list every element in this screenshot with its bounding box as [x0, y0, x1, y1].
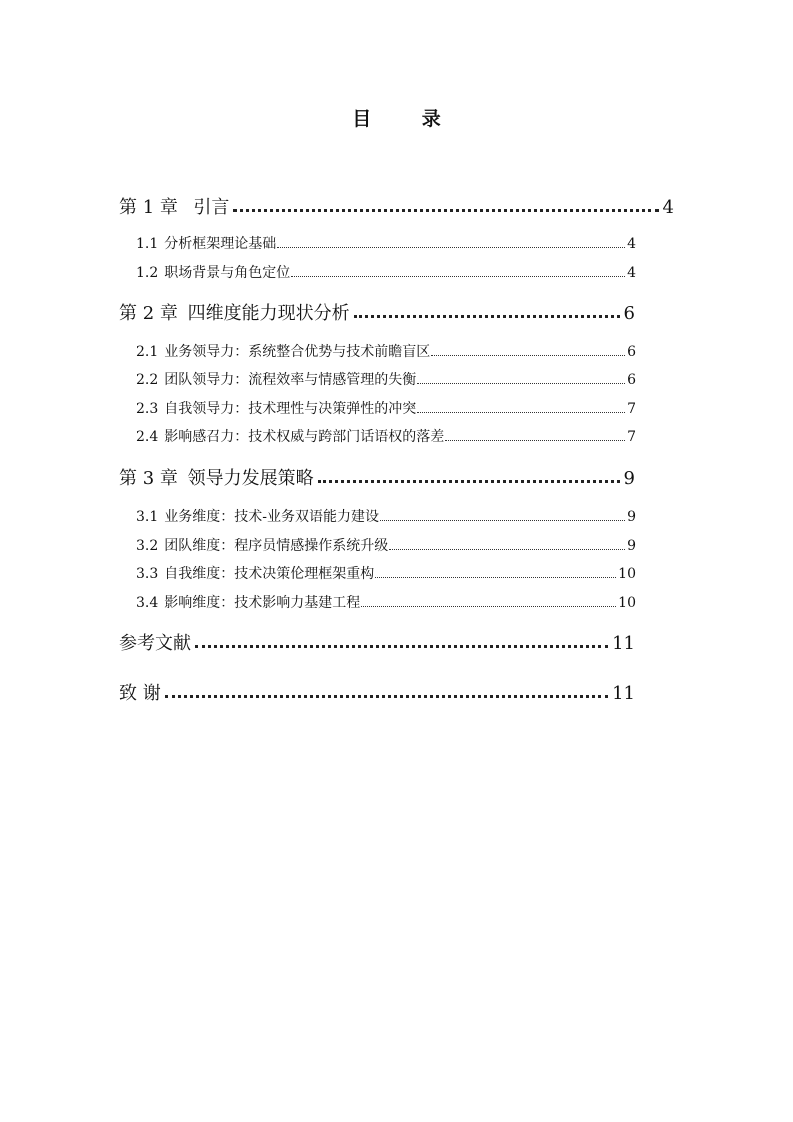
toc-entry-number: 2.1 [136, 344, 159, 360]
dot-leader [318, 480, 620, 483]
toc-section-2-3[interactable] [136, 398, 636, 418]
dot-leader [445, 440, 625, 441]
dot-leader [277, 247, 625, 248]
toc-references[interactable] [119, 629, 635, 655]
dot-leader [417, 383, 625, 384]
dot-leader [389, 549, 625, 550]
toc-entry-text: 业务领导力：系统整合优势与技术前瞻盲区 [164, 344, 431, 360]
dot-leader [417, 412, 625, 413]
toc-page-number: 9 [627, 538, 636, 554]
toc-chapter-3[interactable] [119, 464, 635, 490]
toc-entry-number: 1.2 [136, 265, 159, 281]
toc-entry-text: 团队领导力：流程效率与情感管理的失衡 [164, 372, 417, 388]
toc-entry-label [136, 369, 416, 389]
toc-entry-text: 团队维度：程序员情感操作系统升级 [164, 538, 389, 554]
toc-entry-text: 四维度能力现状分析 [187, 303, 350, 324]
toc-entry-label [136, 535, 388, 555]
toc-entry-number: 第 2 章 [119, 303, 178, 324]
toc-section-1-2[interactable] [136, 262, 636, 282]
toc-page-number: 10 [618, 595, 636, 611]
toc-section-2-2[interactable] [136, 369, 636, 389]
toc-entry-label [136, 506, 379, 526]
toc-entry-label [136, 341, 430, 361]
dot-leader [233, 209, 658, 212]
toc-page-number: 9 [623, 468, 635, 489]
toc-entry-text: 职场背景与角色定位 [164, 265, 291, 281]
toc-entry-number: 3.4 [136, 595, 159, 611]
dot-leader [165, 695, 608, 698]
toc-entry-number: 2.2 [136, 372, 159, 388]
toc-chapter-2[interactable] [119, 299, 635, 325]
toc-entry-label [119, 299, 350, 325]
toc-entry-text: 影响感召力：技术权威与跨部门话语权的落差 [164, 429, 445, 445]
toc-section-2-1[interactable] [136, 341, 636, 361]
toc-entry-number: 3.1 [136, 509, 159, 525]
dot-leader [380, 520, 625, 521]
toc-section-1-1[interactable] [136, 233, 636, 253]
toc-entry-number: 第 1 章 [119, 197, 178, 218]
toc-entry-label [119, 193, 229, 219]
toc-page-number: 11 [612, 683, 635, 704]
toc-acknowledgements[interactable] [119, 679, 635, 705]
toc-section-3-2[interactable] [136, 535, 636, 555]
toc-entry-number: 1.1 [136, 236, 159, 252]
toc-page-number: 7 [627, 429, 636, 445]
toc-section-3-4[interactable] [136, 592, 636, 612]
toc-page-number: 4 [627, 236, 636, 252]
toc-entry-label [136, 563, 374, 583]
toc-page-number: 9 [627, 509, 636, 525]
toc-entry-text: 自我维度：技术决策伦理框架重构 [164, 566, 375, 582]
toc-entry-label [136, 233, 276, 253]
toc-entry-label [136, 426, 444, 446]
toc-entry-number: 3.2 [136, 538, 159, 554]
toc-page-number: 10 [618, 566, 636, 582]
toc-entry-number: 2.3 [136, 401, 159, 417]
dot-leader [431, 355, 625, 356]
toc-entry-number: 3.3 [136, 566, 159, 582]
toc-section-3-3[interactable] [136, 563, 636, 583]
toc-page-number: 11 [612, 633, 635, 654]
dot-leader [195, 645, 608, 648]
page-title: 目 录 [352, 108, 463, 130]
dot-leader [361, 606, 616, 607]
toc-page-number: 7 [627, 401, 636, 417]
toc-entry-label [119, 464, 314, 490]
toc-entry-label [136, 592, 360, 612]
toc-entry-number: 第 3 章 [119, 468, 178, 489]
toc-entry-text: 自我领导力：技术理性与决策弹性的冲突 [164, 401, 417, 417]
toc-entry-label [136, 398, 416, 418]
dot-leader [375, 577, 616, 578]
toc-entry-number: 2.4 [136, 429, 159, 445]
toc-section-2-4[interactable] [136, 426, 636, 446]
toc-chapter-1[interactable] [119, 193, 674, 219]
toc-entry-label [136, 262, 290, 282]
toc-entry-text: 影响维度：技术影响力基建工程 [164, 595, 361, 611]
toc-entry-text: 领导力发展策略 [187, 468, 314, 489]
dot-leader [291, 276, 625, 277]
dot-leader [354, 315, 620, 318]
toc-entry-text: 分析框架理论基础 [164, 236, 277, 252]
toc-page-number: 6 [627, 372, 636, 388]
toc-page-number: 4 [627, 265, 636, 281]
toc-page-number: 6 [627, 344, 636, 360]
toc-entry-text: 引言 [193, 197, 230, 218]
toc-section-3-1[interactable] [136, 506, 636, 526]
toc-entry-label: 参考文献 [119, 633, 191, 654]
toc-entry-label: 致 谢 [119, 683, 161, 704]
toc-entry-text: 业务维度：技术-业务双语能力建设 [164, 509, 379, 525]
toc-page-number: 6 [623, 303, 635, 324]
toc-page-number: 4 [662, 197, 674, 218]
